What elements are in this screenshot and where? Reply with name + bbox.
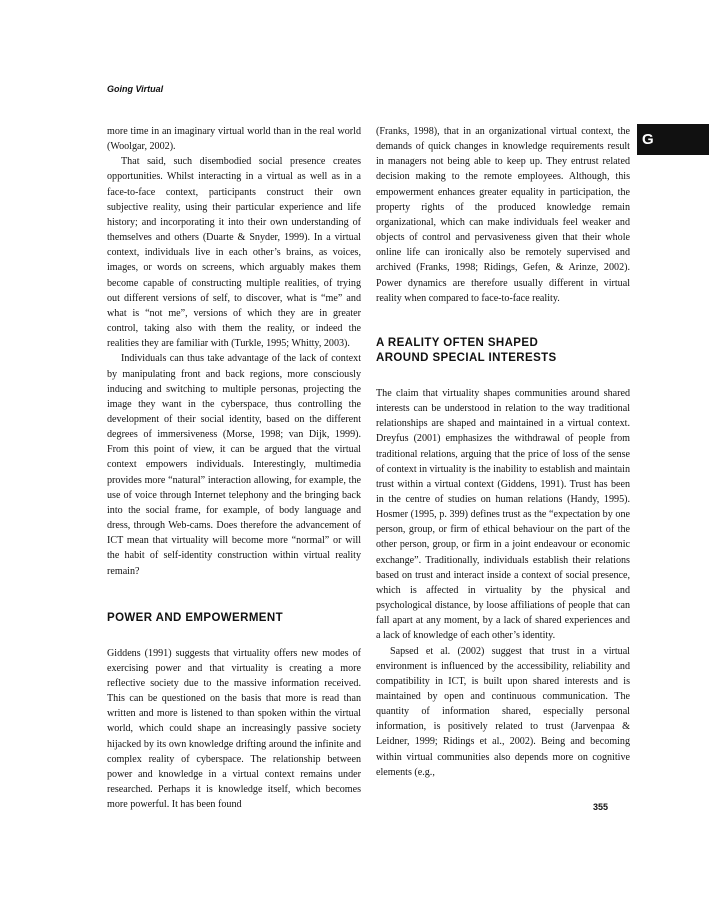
body-paragraph: The claim that virtuality shapes communities around shared interests can be understood in relation to the way traditional relationships are shaped and maintained in a virtual context. Dreyfus (2001) emphasizes the withdrawal of people from traditional relations, arguing that the price of loss of the sense of context in virtuality is the inability to establish and maintain trust within a virtual context (Giddens, 1991). Trust has been in the centre of studies on human relations (Handy, 1995). Hosmer (1995, p. 399) defines trust as the “expectation by one person, group, or firm of ethical behaviour on the part of the other person, group, or firm in a joint endeavour or economic exchange”. Traditionally, individuals establish their relations based on trust and interact inside a context of social presence, which is affected in virtuality by the physical and psychological distance, by loose affiliations of people that can fall apart at any moment, by a lack of shared experiences and a lack of knowledge of each other’s identity. (376, 387, 630, 642)
spacer (107, 579, 361, 611)
body-paragraph: Sapsed et al. (2002) suggest that trust in a virtual environment is influenced by the accessibility, reliability and compatibility in ICT, is built upon shared interests and is maintained by open and continuous communication. The quantity of information shared, especially personal information, is positively related to trust (Jarvenpaa & Leidner, 1999; Ridings et al., 2002). Being and becoming within virtual communities also depends more on cognitive elements (e.g., (376, 645, 630, 778)
body-paragraph: (Franks, 1998), that in an organizational virtual context, the demands of quick changes in knowledge requirements result in managers not being able to keep up. They entrust related decision making to the remote employees. Although, this empowerment enhances greater equality in participation, the property rights of the produced knowledge remain organizational, which can make individuals feel weaker and objects of control and pervasiveness given that their whole online life can ironically also be remotely supervised and archived (Franks, 1998; Ridings, Gefen, & Arinze, 2002). Power dynamics are therefore usually different in virtual reality when compared to face-to-face reality. (376, 126, 630, 304)
section-tab: G (637, 124, 709, 155)
body-paragraph: That said, such disembodied social presence creates opportunities. Whilst interacting in a virtual as well as in a face-to-face context, participants construct their own subjective reality, using their particular experience and life history; and incorporating it into their own understanding of themselves and others (Duarte & Snyder, 1999). In a virtual context, individuals live in each other’s brains, as voices, images, or words on screens, which arguably makes them become capable of constructing multiple realities, of trying out different versions of self, to discover, what is “me” and what is “not me”, versions of which they are in greater control, taking also with them the reality, or indeed the realities they are familiar with (Turkle, 1995; Whitty, 2003). (107, 156, 361, 350)
running-head: Going Virtual (107, 84, 164, 94)
right-column (376, 124, 630, 780)
heading-line: AROUND SPECIAL INTERESTS (376, 351, 557, 364)
heading-line: A REALITY OFTEN SHAPED (376, 336, 539, 349)
spacer (376, 366, 630, 386)
section-heading-reality (376, 336, 630, 366)
body-paragraph: more time in an imaginary virtual world than in the real world (Woolgar, 2002). (107, 126, 361, 153)
left-column (107, 124, 361, 812)
body-paragraph: Giddens (1991) suggests that virtuality offers new modes of exercising power and that virtuality is creating a more reflective society due to the massive information received. This can be questioned on the basis that more is read than written and more is listened to than spoken within the virtual world, which could shape an increasingly passive society hijacked by its own knowledge drifting around the infinite and complex reality of cyberspace. The relationship between power and knowledge in a virtual context remains under researched. Perhaps it is knowledge itself, which becomes more powerful. It has been found (107, 647, 361, 811)
page-number: 355 (593, 802, 609, 812)
spacer (107, 626, 361, 646)
section-heading-power: POWER AND EMPOWERMENT (107, 611, 283, 624)
body-paragraph: Individuals can thus take advantage of the lack of context by manipulating front and back regions, more consciously inducing and switching to multiple personas, projecting the image they want in the cyberspace, thus controlling the development of their social identity, based on the different degrees of immersiveness (Morse, 1998; van Dijk, 1999). From this point of view, it can be argued that the virtual context empowers individuals. Interestingly, multimedia provides more “natural” interaction allowing, for example, the use of voice through Internet telephony and the bringing back into the social frame, for example, of body language and dress, through Web-cams. Does therefore the advancement of ICT mean that virtuality will become more “normal” or will the habit of self-identity construction within virtual reality remain? (107, 353, 361, 577)
spacer (376, 306, 630, 336)
